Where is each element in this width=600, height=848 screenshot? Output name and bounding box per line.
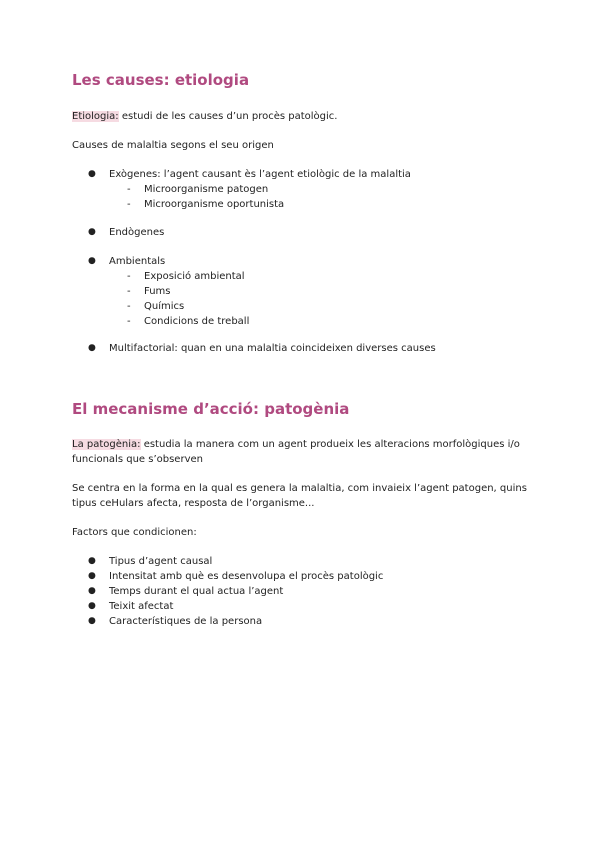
list-item	[72, 254, 249, 269]
list-item-label: Ambientals	[109, 256, 166, 267]
bullet-icon: ●	[88, 571, 96, 581]
dash-icon: -	[127, 199, 131, 210]
list-item	[72, 554, 383, 569]
bullet-icon: ●	[88, 586, 96, 596]
list-item-label: Característiques de la persona	[109, 616, 263, 627]
pathogenesis-paragraph: Se centra en la forma en la qual es genera la malaltia, com invaieix l’agent patogen, quins tipus ceHulars afecta, resposta de l’organisme...	[72, 483, 527, 509]
bullet-icon: ●	[88, 616, 96, 626]
list-item-label: Tipus d’agent causal	[109, 556, 213, 567]
list-item	[72, 614, 383, 629]
definition-text: estudi de les causes d’un procès patològic.	[118, 111, 338, 122]
bullet-icon: ●	[88, 556, 96, 566]
list-item	[72, 167, 411, 182]
list-item	[72, 599, 383, 614]
term-highlight: La patogènia:	[72, 439, 141, 450]
causes-list-4	[72, 341, 436, 356]
sub-item-label: Fums	[144, 286, 171, 297]
dash-icon: -	[127, 271, 131, 282]
sub-item-label: Microorganisme oportunista	[144, 199, 285, 210]
dash-icon: -	[127, 316, 131, 327]
causes-list-3	[72, 254, 249, 329]
causes-list-1	[72, 167, 411, 212]
sub-list-item	[72, 284, 249, 299]
sub-item-label: Condicions de treball	[144, 316, 250, 327]
list-item	[72, 584, 383, 599]
section-heading-causes: Les causes: etiologia	[72, 71, 250, 89]
definition-text: estudia la manera com un agent produeix les alteracions morfològiques i/o funcionals que s’observen	[72, 439, 520, 465]
sub-list-item	[72, 299, 249, 314]
sub-item-label: Químics	[144, 301, 185, 312]
sub-list-item	[72, 197, 411, 212]
list-item-label: Teixit afectat	[109, 601, 174, 612]
bullet-icon: ●	[88, 169, 96, 179]
sub-list-item	[72, 269, 249, 284]
dash-icon: -	[127, 286, 131, 297]
pathogenesis-definition	[72, 437, 532, 467]
list-item-label: Temps durant el qual actua l’agent	[109, 586, 284, 597]
factors-intro: Factors que condicionen:	[72, 527, 197, 538]
list-item	[72, 225, 164, 240]
dash-icon: -	[127, 184, 131, 195]
list-item-label: Intensitat amb què es desenvolupa el procès patològic	[109, 571, 384, 582]
list-item-label: Multifactorial: quan en una malaltia coincideixen diverses causes	[109, 343, 436, 354]
bullet-icon: ●	[88, 227, 96, 237]
factors-list	[72, 554, 383, 629]
bullet-icon: ●	[88, 343, 96, 353]
section-heading-pathogenesis: El mecanisme d’acció: patogènia	[72, 400, 350, 418]
sub-item-label: Microorganisme patogen	[144, 184, 269, 195]
list-item-label: Exògenes: l’agent causant ès l’agent etiològic de la malaltia	[109, 169, 411, 180]
causes-intro: Causes de malaltia segons el seu origen	[72, 140, 274, 151]
etiology-definition	[72, 109, 532, 124]
bullet-icon: ●	[88, 256, 96, 266]
term-highlight: Etiologia:	[72, 111, 119, 122]
sub-item-label: Exposició ambiental	[144, 271, 245, 282]
bullet-icon: ●	[88, 601, 96, 611]
sub-list-item	[72, 314, 249, 329]
list-item	[72, 569, 383, 584]
list-item	[72, 341, 436, 356]
causes-list-2	[72, 225, 164, 240]
dash-icon: -	[127, 301, 131, 312]
list-item-label: Endògenes	[109, 227, 165, 238]
sub-list-item	[72, 182, 411, 197]
